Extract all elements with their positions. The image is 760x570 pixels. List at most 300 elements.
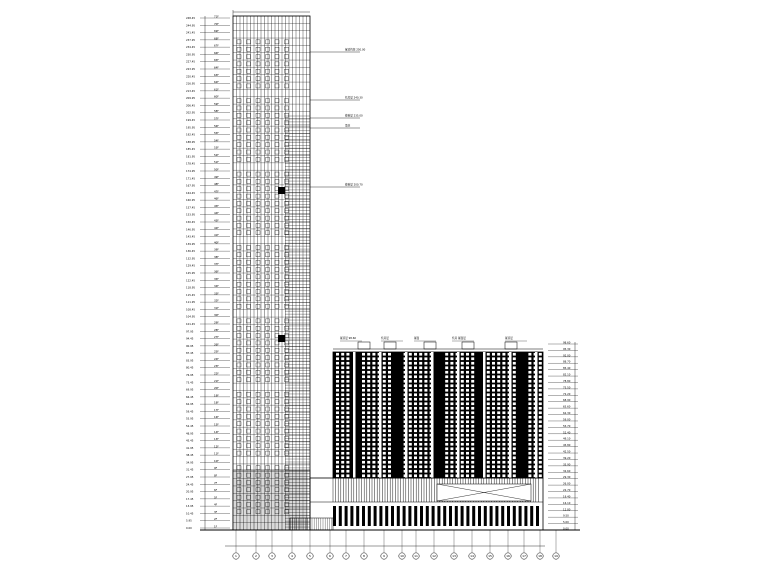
slab-window — [539, 438, 542, 441]
slab-window — [466, 357, 469, 360]
slab-window — [492, 461, 495, 464]
slab-window — [346, 357, 349, 360]
slab-window — [336, 380, 339, 383]
slab-window — [471, 407, 474, 410]
slab-window — [362, 389, 365, 392]
slab-elev-label: 82.10 — [563, 373, 571, 377]
slab-window — [341, 438, 344, 441]
slab-window — [383, 362, 386, 365]
slab-window — [513, 447, 516, 450]
slab-window — [461, 465, 464, 468]
slab-window — [414, 429, 417, 432]
slab-window — [487, 470, 490, 473]
slab-window — [341, 353, 344, 356]
slab-window — [414, 353, 417, 356]
slab-window — [461, 371, 464, 374]
slab-window — [388, 371, 391, 374]
slab-window — [539, 366, 542, 369]
slab-window — [372, 438, 375, 441]
slab-elev-label: 62.30 — [563, 412, 571, 416]
slab-window — [471, 429, 474, 432]
tower-elev-label: 157.45 — [186, 206, 196, 210]
tower-floor-label: 54F — [214, 139, 219, 143]
tower-floor-label: 24F — [214, 357, 219, 361]
tower-floor-label: 26F — [214, 343, 219, 347]
slab-elev-label: 12.80 — [563, 508, 571, 512]
slab-elev-label: 68.90 — [563, 399, 571, 403]
slab-window — [383, 470, 386, 473]
tower-black-panel — [278, 335, 285, 342]
slab-window — [336, 384, 339, 387]
slab-window — [487, 389, 490, 392]
slab-window — [471, 416, 474, 419]
tower-elev-label: 76.95 — [186, 374, 194, 377]
tower-floor-label: 70F — [214, 22, 219, 26]
slab-window — [336, 447, 339, 450]
tower-elev-label: 244.95 — [186, 24, 196, 28]
slab-window — [461, 398, 464, 401]
podium-column — [530, 506, 533, 526]
podium-column — [519, 506, 522, 526]
slab-window — [424, 389, 427, 392]
slab-window — [372, 398, 375, 401]
slab-window — [528, 353, 531, 356]
slab-window — [346, 474, 349, 477]
tower-floor-label: 37F — [214, 263, 219, 267]
slab-window — [362, 375, 365, 378]
slab-window — [471, 443, 474, 446]
slab-window — [419, 362, 422, 365]
slab-window — [383, 461, 386, 464]
slab-window — [346, 398, 349, 401]
slab-window — [367, 353, 370, 356]
slab-window — [513, 443, 516, 446]
slab-window — [497, 353, 500, 356]
slab-window — [471, 402, 474, 405]
slab-window — [471, 461, 474, 464]
tower-elev-label: 101.45 — [186, 323, 196, 326]
slab-window — [445, 461, 448, 464]
slab-window — [450, 456, 453, 459]
slab-window — [409, 461, 412, 464]
slab-window — [424, 420, 427, 423]
slab-window — [445, 380, 448, 383]
slab-elev-label: 29.30 — [563, 476, 571, 480]
slab-window — [502, 411, 505, 414]
slab-window — [502, 456, 505, 459]
slab-window — [362, 443, 365, 446]
slab-window — [409, 465, 412, 468]
slab-elev-label: 65.60 — [563, 405, 571, 409]
slab-window — [383, 366, 386, 369]
slab-window — [528, 375, 531, 378]
slab-window — [383, 416, 386, 419]
slab-window — [502, 429, 505, 432]
slab-window — [383, 389, 386, 392]
slab-window — [450, 461, 453, 464]
slab-window — [539, 393, 542, 396]
tower-floor-label: 4F — [214, 503, 218, 507]
slab-window — [362, 398, 365, 401]
slab-window — [471, 425, 474, 428]
slab-window — [513, 362, 516, 365]
callout-label: 机房层 240.30 — [345, 96, 363, 100]
slab-window — [362, 416, 365, 419]
slab-window — [388, 366, 391, 369]
tower-floor-label: 39F — [214, 248, 219, 252]
slab-window — [383, 411, 386, 414]
slab-window — [492, 366, 495, 369]
slab-window — [497, 402, 500, 405]
axis-label: 8 — [363, 554, 365, 558]
slab-window — [372, 470, 375, 473]
slab-window — [383, 384, 386, 387]
top-callout-label: 屋顶层 — [505, 337, 513, 340]
podium-column — [461, 506, 464, 526]
podium-column — [449, 506, 452, 526]
slab-window — [445, 474, 448, 477]
slab-window — [450, 411, 453, 414]
slab-window — [539, 465, 542, 468]
tower-floor-label: 2F — [214, 518, 218, 522]
slab-window — [497, 389, 500, 392]
slab-window — [383, 357, 386, 360]
slab-window — [414, 474, 417, 477]
slab-elev-label: 98.60 — [563, 341, 571, 345]
slab-window — [461, 384, 464, 387]
slab-window — [419, 456, 422, 459]
podium-column — [345, 506, 348, 526]
slab-window — [461, 393, 464, 396]
slab-window — [341, 411, 344, 414]
slab-window — [372, 389, 375, 392]
slab-window — [528, 452, 531, 455]
slab-window — [466, 425, 469, 428]
tower-elev-label: 17.45 — [186, 497, 194, 501]
slab-window — [466, 384, 469, 387]
slab-window — [414, 447, 417, 450]
slab-window — [346, 443, 349, 446]
slab-window — [372, 375, 375, 378]
slab-elev-label: 85.40 — [563, 367, 571, 371]
slab-window — [388, 402, 391, 405]
slab-window — [372, 434, 375, 437]
slab-window — [461, 353, 464, 356]
slab-window — [372, 420, 375, 423]
slab-elev-label: 0.00 — [563, 527, 569, 531]
tower-floor-label: 71F — [214, 15, 219, 19]
slab-window — [367, 443, 370, 446]
slab-window — [445, 425, 448, 428]
slab-window — [461, 402, 464, 405]
slab-window — [497, 398, 500, 401]
tower-elev-label: 192.45 — [186, 133, 196, 137]
slab-window — [450, 393, 453, 396]
tower-elev-label: 150.45 — [186, 221, 196, 224]
tower-floor-label: 69F — [214, 30, 219, 34]
tower-floor-label: 14F — [214, 430, 219, 434]
slab-window — [372, 461, 375, 464]
axis-label: 15 — [488, 554, 492, 558]
slab-window — [528, 416, 531, 419]
tower-elev-label: 48.95 — [186, 432, 194, 436]
slab-window — [466, 366, 469, 369]
slab-window — [445, 447, 448, 450]
slab-window — [497, 443, 500, 446]
slab-window — [466, 389, 469, 392]
slab-window — [502, 474, 505, 477]
slab-window — [346, 425, 349, 428]
slab-window — [414, 389, 417, 392]
slab-window — [424, 443, 427, 446]
tower-floor-label: 65F — [214, 59, 219, 63]
podium-column — [397, 506, 400, 526]
slab-window — [336, 420, 339, 423]
slab-window — [409, 443, 412, 446]
tower-floor-label: 62F — [214, 81, 219, 85]
slab-window — [372, 443, 375, 446]
slab-window — [414, 398, 417, 401]
tower-elev-label: 213.45 — [186, 89, 196, 93]
slab-window — [450, 357, 453, 360]
slab-window — [424, 371, 427, 374]
slab-window — [528, 389, 531, 392]
tower-floor-label: 36F — [214, 270, 219, 274]
slab-pilaster — [457, 352, 460, 478]
slab-window — [362, 384, 365, 387]
slab-window — [492, 398, 495, 401]
axis-label: 17 — [522, 554, 526, 558]
slab-window — [424, 438, 427, 441]
slab-window — [487, 447, 490, 450]
slab-window — [497, 366, 500, 369]
slab-window — [513, 474, 516, 477]
slab-window — [367, 438, 370, 441]
slab-window — [409, 407, 412, 410]
slab-window — [497, 411, 500, 414]
tower-elev-label: 97.95 — [186, 330, 194, 334]
slab-window — [492, 447, 495, 450]
axis-label: 4 — [291, 554, 293, 558]
slab-window — [445, 456, 448, 459]
slab-window — [539, 407, 542, 410]
tower-floor-label: 15F — [214, 423, 219, 427]
slab-window — [461, 470, 464, 473]
slab-window — [414, 465, 417, 468]
slab-window — [336, 411, 339, 414]
tower-elev-label: 31.45 — [186, 468, 194, 472]
tower-floor-label: 19F — [214, 394, 219, 398]
slab-window — [409, 375, 412, 378]
slab-window — [414, 402, 417, 405]
slab-window — [450, 375, 453, 378]
tower-black-panel — [278, 187, 285, 194]
slab-window — [445, 411, 448, 414]
slab-window — [424, 380, 427, 383]
slab-window — [372, 411, 375, 414]
slab-window — [502, 398, 505, 401]
slab-window — [539, 434, 542, 437]
tower-elev-label: 241.45 — [186, 31, 196, 35]
podium-column — [455, 506, 458, 526]
slab-window — [367, 384, 370, 387]
tower-floor-label: 9F — [214, 467, 218, 471]
slab-window — [372, 380, 375, 383]
slab-window — [466, 402, 469, 405]
slab-window — [409, 380, 412, 383]
slab-window — [367, 456, 370, 459]
slab-window — [388, 461, 391, 464]
slab-window — [528, 429, 531, 432]
tower-elev-label: 10.45 — [186, 512, 194, 516]
slab-window — [487, 402, 490, 405]
slab-window — [409, 393, 412, 396]
axis-label: 19 — [554, 554, 558, 558]
slab-window — [461, 456, 464, 459]
slab-window — [367, 371, 370, 374]
slab-window — [445, 438, 448, 441]
slab-window — [367, 398, 370, 401]
tower-elev-label: 160.95 — [186, 199, 196, 203]
slab-window — [492, 452, 495, 455]
slab-window — [466, 371, 469, 374]
podium-column — [478, 506, 481, 526]
slab-window — [502, 380, 505, 383]
slab-window — [341, 380, 344, 383]
slab-window — [466, 474, 469, 477]
tower-floor-label: 13F — [214, 438, 219, 442]
slab-window — [424, 452, 427, 455]
slab-window — [513, 384, 516, 387]
slab-window — [445, 384, 448, 387]
podium-column — [333, 506, 336, 526]
tower-elev-label: 94.45 — [186, 337, 194, 341]
slab-window — [502, 407, 505, 410]
tower-floor-label: 3F — [214, 510, 218, 514]
slab-window — [346, 384, 349, 387]
slab-window — [336, 407, 339, 410]
slab-window — [502, 353, 505, 356]
tower-elev-label: 171.45 — [186, 177, 196, 181]
slab-window — [539, 371, 542, 374]
slab-window — [336, 353, 339, 356]
tower-floor-label: 52F — [214, 153, 219, 157]
slab-window — [466, 429, 469, 432]
tower-elev-label: 220.45 — [186, 75, 196, 79]
tower-elev-label: 122.45 — [186, 279, 196, 283]
slab-window — [466, 447, 469, 450]
slab-window — [539, 416, 542, 419]
tower-floor-label: 34F — [214, 285, 219, 289]
slab-window — [367, 407, 370, 410]
slab-window — [487, 362, 490, 365]
tower-elev-label: 0.00 — [186, 527, 192, 530]
slab-window — [362, 402, 365, 405]
slab-window — [445, 371, 448, 374]
slab-window — [424, 375, 427, 378]
slab-window — [372, 429, 375, 432]
podium-column — [379, 506, 382, 526]
slab-window — [502, 371, 505, 374]
slab-window — [513, 438, 516, 441]
tower-elev-label: 248.45 — [186, 17, 196, 20]
slab-window — [461, 438, 464, 441]
slab-window — [450, 438, 453, 441]
slab-window — [450, 407, 453, 410]
slab-window — [341, 434, 344, 437]
slab-window — [461, 443, 464, 446]
tower-floor-label: 5F — [214, 496, 218, 500]
slab-window — [346, 375, 349, 378]
tower-elev-label: 73.45 — [186, 381, 194, 385]
axis-label: 14 — [470, 554, 474, 558]
tower-elev-label: 55.95 — [186, 417, 194, 421]
slab-elev-label: 42.50 — [563, 450, 571, 454]
slab-window — [528, 384, 531, 387]
tower-elev-label: 20.95 — [186, 490, 194, 494]
slab-window — [497, 429, 500, 432]
slab-window — [341, 402, 344, 405]
slab-window — [424, 474, 427, 477]
tower-elev-label: 118.95 — [186, 286, 196, 290]
tower-floor-label: 25F — [214, 350, 219, 354]
slab-window — [492, 353, 495, 356]
slab-window — [388, 429, 391, 432]
slab-window — [424, 384, 427, 387]
slab-window — [414, 411, 417, 414]
slab-window — [414, 456, 417, 459]
slab-window — [487, 420, 490, 423]
slab-window — [409, 452, 412, 455]
podium-column — [339, 506, 342, 526]
slab-window — [367, 465, 370, 468]
slab-window — [461, 362, 464, 365]
slab-window — [409, 384, 412, 387]
slab-window — [372, 447, 375, 450]
tower-elev-label: 178.45 — [186, 162, 196, 166]
podium-column — [403, 506, 406, 526]
tower-elev-label: 209.95 — [186, 97, 196, 101]
slab-window — [388, 411, 391, 414]
slab-window — [383, 456, 386, 459]
callout-label: 避难层 200.70 — [345, 183, 363, 187]
slab-window — [539, 420, 542, 423]
slab-window — [445, 389, 448, 392]
slab-elev-label: 5.00 — [563, 521, 569, 525]
slab-window — [471, 411, 474, 414]
slab-window — [346, 416, 349, 419]
slab-window — [409, 362, 412, 365]
slab-window — [513, 452, 516, 455]
slab-window — [362, 366, 365, 369]
slab-window — [336, 366, 339, 369]
slab-window — [450, 366, 453, 369]
tower-floor-label: 68F — [214, 37, 219, 41]
tower-floor-label: 22F — [214, 372, 219, 376]
slab-window — [341, 443, 344, 446]
slab-window — [372, 371, 375, 374]
slab-window — [388, 416, 391, 419]
slab-window — [461, 389, 464, 392]
slab-window — [492, 393, 495, 396]
slab-window — [341, 357, 344, 360]
slab-window — [445, 402, 448, 405]
slab-window — [450, 389, 453, 392]
slab-window — [487, 438, 490, 441]
slab-window — [528, 366, 531, 369]
slab-elev-label: 35.90 — [563, 463, 571, 467]
slab-window — [346, 461, 349, 464]
